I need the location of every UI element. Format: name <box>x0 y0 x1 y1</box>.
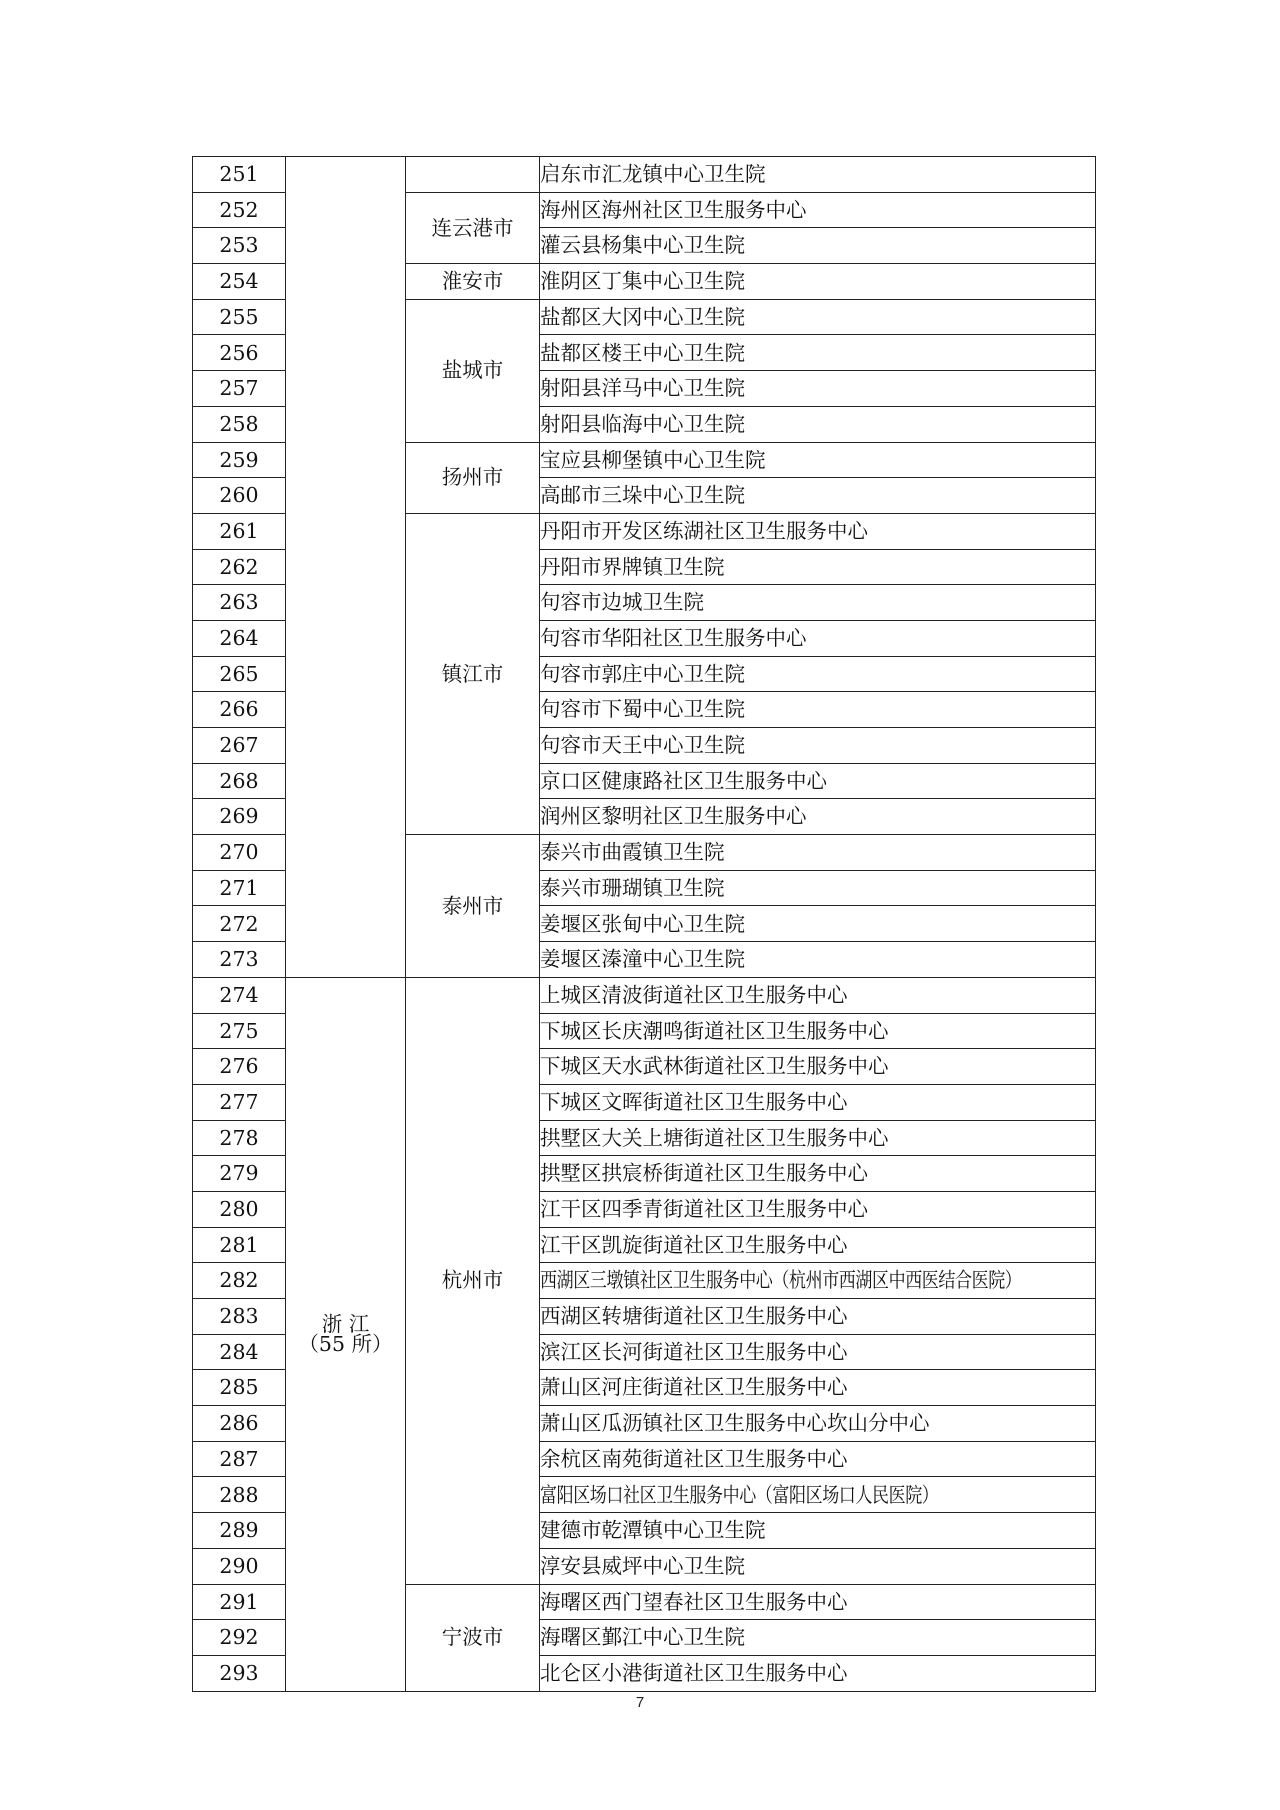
city-cell <box>406 157 540 193</box>
institution-name-text: 句容市天王中心卫生院 <box>540 733 745 758</box>
row-number: 283 <box>193 1299 286 1335</box>
province-cell <box>286 157 406 978</box>
row-number: 287 <box>193 1441 286 1477</box>
institution-name <box>540 1513 1096 1549</box>
row-number: 272 <box>193 906 286 942</box>
province-cell-zhejiang <box>286 977 406 1691</box>
city-cell: 泰州市 <box>406 835 540 978</box>
table-row <box>193 977 1096 1013</box>
institution-name <box>540 1299 1096 1335</box>
institution-name-text: 拱墅区拱宸桥街道社区卫生服务中心 <box>540 1161 868 1186</box>
institution-name <box>540 763 1096 799</box>
institution-name <box>540 299 1096 335</box>
row-number: 259 <box>193 442 286 478</box>
row-number: 252 <box>193 192 286 228</box>
row-number: 284 <box>193 1334 286 1370</box>
row-number: 258 <box>193 406 286 442</box>
row-number: 270 <box>193 835 286 871</box>
institution-name <box>540 692 1096 728</box>
institution-name-text: 句容市边城卫生院 <box>540 590 704 615</box>
institution-name <box>540 1013 1096 1049</box>
institution-name-text: 余杭区南苑街道社区卫生服务中心 <box>540 1446 848 1471</box>
institution-name <box>540 1263 1096 1299</box>
row-number: 260 <box>193 478 286 514</box>
institution-name-text: 拱墅区大关上塘街道社区卫生服务中心 <box>540 1125 889 1150</box>
city-cell: 淮安市 <box>406 264 540 300</box>
institution-name-text: 萧山区瓜沥镇社区卫生服务中心坎山分中心 <box>540 1411 930 1436</box>
institution-name <box>540 228 1096 264</box>
city-cell: 镇江市 <box>406 513 540 834</box>
province-count: （55 所） <box>298 1332 393 1357</box>
institution-name-text: 北仑区小港街道社区卫生服务中心 <box>540 1660 848 1685</box>
row-number: 286 <box>193 1406 286 1442</box>
institution-name-text: 丹阳市界牌镇卫生院 <box>540 554 725 579</box>
institution-name <box>540 585 1096 621</box>
row-number: 269 <box>193 799 286 835</box>
institution-name <box>540 656 1096 692</box>
institution-name <box>540 942 1096 978</box>
row-number: 281 <box>193 1227 286 1263</box>
row-number: 274 <box>193 977 286 1013</box>
institution-name-text: 萧山区河庄街道社区卫生服务中心 <box>540 1375 848 1400</box>
institution-name <box>540 478 1096 514</box>
row-number: 290 <box>193 1548 286 1584</box>
institution-name <box>540 1584 1096 1620</box>
row-number: 257 <box>193 371 286 407</box>
institution-name-text: 富阳区场口社区卫生服务中心（富阳区场口人民医院） <box>540 1482 939 1507</box>
institution-name <box>540 1655 1096 1691</box>
institution-name-text: 下城区文晖街道社区卫生服务中心 <box>540 1089 848 1114</box>
row-number: 289 <box>193 1513 286 1549</box>
row-number: 275 <box>193 1013 286 1049</box>
row-number: 282 <box>193 1263 286 1299</box>
row-number: 279 <box>193 1156 286 1192</box>
row-number: 273 <box>193 942 286 978</box>
institution-name <box>540 1334 1096 1370</box>
institution-name <box>540 157 1096 193</box>
institution-name-text: 句容市下蜀中心卫生院 <box>540 697 745 722</box>
institution-name-text: 姜堰区溱潼中心卫生院 <box>540 947 745 972</box>
institution-name <box>540 1191 1096 1227</box>
row-number: 280 <box>193 1191 286 1227</box>
city-cell: 杭州市 <box>406 977 540 1584</box>
institution-name-text: 淳安县威坪中心卫生院 <box>540 1553 745 1578</box>
institution-name <box>540 1156 1096 1192</box>
row-number: 291 <box>193 1584 286 1620</box>
table-row <box>193 157 1096 193</box>
institution-name-text: 海曙区西门望春社区卫生服务中心 <box>540 1589 848 1614</box>
row-number: 276 <box>193 1049 286 1085</box>
institution-name-text: 建德市乾潭镇中心卫生院 <box>540 1518 766 1543</box>
institution-name-text: 上城区清波街道社区卫生服务中心 <box>540 982 848 1007</box>
institution-name <box>540 442 1096 478</box>
row-number: 277 <box>193 1084 286 1120</box>
row-number: 261 <box>193 513 286 549</box>
row-number: 263 <box>193 585 286 621</box>
institution-name <box>540 977 1096 1013</box>
institution-name-text: 西湖区三墩镇社区卫生服务中心（杭州市西湖区中西医结合医院） <box>540 1268 1022 1293</box>
institution-name-text: 启东市汇龙镇中心卫生院 <box>540 162 766 187</box>
row-number: 251 <box>193 157 286 193</box>
city-cell: 扬州市 <box>406 442 540 513</box>
institution-name <box>540 1227 1096 1263</box>
row-number: 254 <box>193 264 286 300</box>
table-body <box>193 157 1096 1692</box>
institution-name <box>540 371 1096 407</box>
row-number: 253 <box>193 228 286 264</box>
institution-name-text: 盐都区大冈中心卫生院 <box>540 304 745 329</box>
institution-name-text: 高邮市三垛中心卫生院 <box>540 483 745 508</box>
institution-table <box>192 156 1096 1692</box>
institution-name-text: 江干区凯旋街道社区卫生服务中心 <box>540 1232 848 1257</box>
institution-name-text: 射阳县洋马中心卫生院 <box>540 376 745 401</box>
institution-name-text: 京口区健康路社区卫生服务中心 <box>540 768 827 793</box>
institution-name-text: 丹阳市开发区练湖社区卫生服务中心 <box>540 518 868 543</box>
institution-name <box>540 799 1096 835</box>
row-number: 264 <box>193 620 286 656</box>
institution-name <box>540 1620 1096 1656</box>
institution-name <box>540 264 1096 300</box>
row-number: 285 <box>193 1370 286 1406</box>
row-number: 265 <box>193 656 286 692</box>
institution-name-text: 宝应县柳堡镇中心卫生院 <box>540 447 766 472</box>
institution-name-text: 句容市华阳社区卫生服务中心 <box>540 626 807 651</box>
institution-name-text: 下城区天水武林街道社区卫生服务中心 <box>540 1054 889 1079</box>
institution-name-text: 姜堰区张甸中心卫生院 <box>540 911 745 936</box>
institution-name-text: 滨江区长河街道社区卫生服务中心 <box>540 1339 848 1364</box>
row-number: 262 <box>193 549 286 585</box>
city-cell: 宁波市 <box>406 1584 540 1691</box>
row-number: 256 <box>193 335 286 371</box>
row-number: 271 <box>193 870 286 906</box>
institution-name <box>540 1406 1096 1442</box>
institution-name <box>540 192 1096 228</box>
row-number: 268 <box>193 763 286 799</box>
institution-name <box>540 1084 1096 1120</box>
institution-name <box>540 870 1096 906</box>
institution-name <box>540 1120 1096 1156</box>
institution-name <box>540 728 1096 764</box>
institution-name-text: 西湖区转塘街道社区卫生服务中心 <box>540 1304 848 1329</box>
institution-name <box>540 1477 1096 1513</box>
institution-name-text: 淮阴区丁集中心卫生院 <box>540 269 745 294</box>
institution-name <box>540 513 1096 549</box>
institution-name <box>540 835 1096 871</box>
city-cell: 连云港市 <box>406 192 540 263</box>
row-number: 288 <box>193 1477 286 1513</box>
institution-name-text: 润州区黎明社区卫生服务中心 <box>540 804 807 829</box>
institution-name <box>540 1441 1096 1477</box>
institution-name-text: 盐都区楼王中心卫生院 <box>540 340 745 365</box>
institution-name-text: 泰兴市珊瑚镇卫生院 <box>540 875 725 900</box>
row-number: 293 <box>193 1655 286 1691</box>
page-number: 7 <box>635 1694 645 1711</box>
institution-name-text: 海州区海州社区卫生服务中心 <box>540 197 807 222</box>
institution-name <box>540 1548 1096 1584</box>
institution-name <box>540 549 1096 585</box>
institution-name <box>540 1370 1096 1406</box>
institution-name <box>540 1049 1096 1085</box>
city-cell: 盐城市 <box>406 299 540 442</box>
institution-name-text: 江干区四季青街道社区卫生服务中心 <box>540 1197 868 1222</box>
institution-name-text: 句容市郭庄中心卫生院 <box>540 661 745 686</box>
row-number: 292 <box>193 1620 286 1656</box>
institution-name-text: 射阳县临海中心卫生院 <box>540 411 745 436</box>
institution-name-text: 泰兴市曲霞镇卫生院 <box>540 840 725 865</box>
row-number: 266 <box>193 692 286 728</box>
institution-name-text: 下城区长庆潮鸣街道社区卫生服务中心 <box>540 1018 889 1043</box>
institution-name-text: 海曙区鄞江中心卫生院 <box>540 1625 745 1650</box>
row-number: 255 <box>193 299 286 335</box>
institution-name <box>540 620 1096 656</box>
institution-name-text: 灌云县杨集中心卫生院 <box>540 233 745 258</box>
row-number: 267 <box>193 728 286 764</box>
province-name: 浙 江 <box>321 1311 370 1336</box>
institution-name <box>540 406 1096 442</box>
institution-name <box>540 335 1096 371</box>
institution-name <box>540 906 1096 942</box>
row-number: 278 <box>193 1120 286 1156</box>
